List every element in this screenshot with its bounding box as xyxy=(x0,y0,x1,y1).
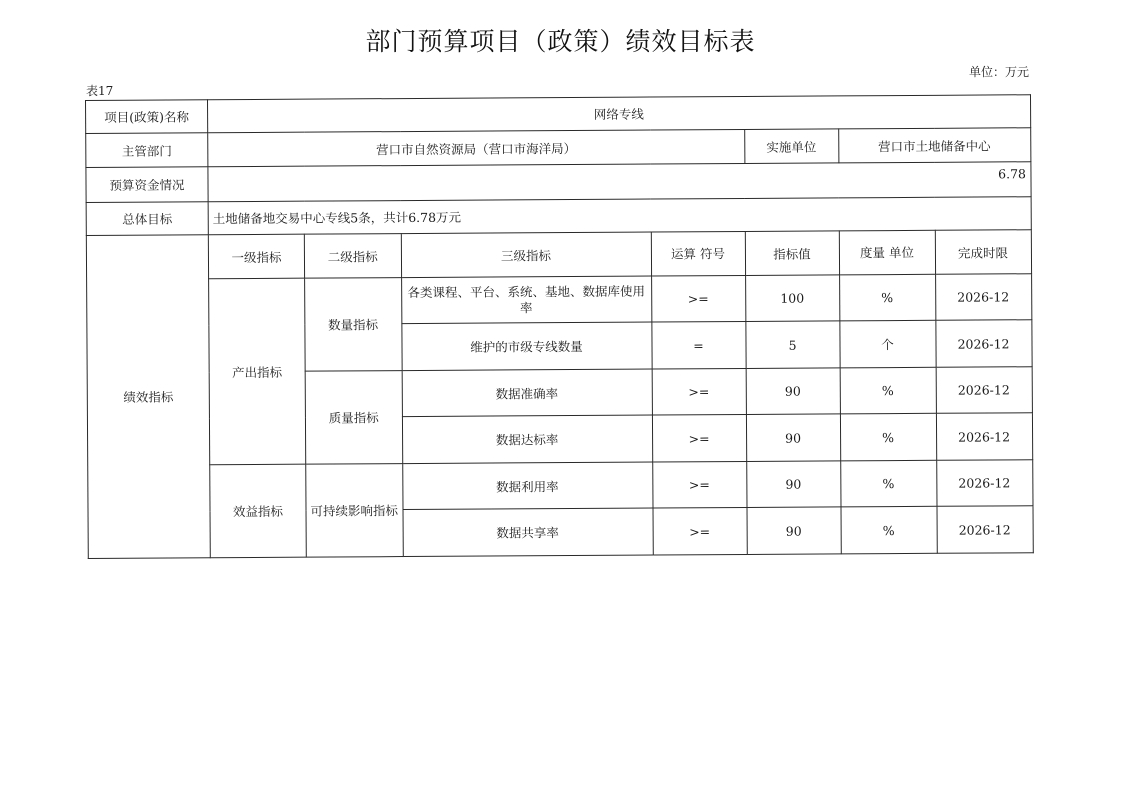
deadline-cell: 2026-12 xyxy=(937,506,1033,554)
perf-section-label: 绩效指标 xyxy=(86,235,210,559)
dept-label: 主管部门 xyxy=(86,133,208,168)
level2-quality: 质量指标 xyxy=(305,371,402,465)
table-row xyxy=(88,460,1033,512)
operator-cell: >= xyxy=(651,275,745,322)
header-unit: 度量 单位 xyxy=(839,230,935,275)
header-level1: 一级指标 xyxy=(208,234,304,279)
unit-cell: 个 xyxy=(839,320,935,368)
level1-benefit: 效益指标 xyxy=(210,464,307,558)
impl-label: 实施单位 xyxy=(744,129,838,164)
dept-value: 营口市自然资源局（营口市海洋局） xyxy=(208,129,745,166)
header-level3: 三级指标 xyxy=(401,232,651,278)
impl-value: 营口市土地储备中心 xyxy=(838,128,1030,163)
target-value-cell: 5 xyxy=(745,321,839,369)
target-value-cell: 90 xyxy=(747,507,841,555)
deadline-cell: 2026-12 xyxy=(935,274,1031,321)
operator-cell: >= xyxy=(652,461,746,508)
target-value-cell: 90 xyxy=(746,368,840,415)
performance-target-table xyxy=(85,94,1033,559)
table-number: 表17 xyxy=(86,84,114,98)
header-deadline: 完成时限 xyxy=(935,230,1031,275)
deadline-cell: 2026-12 xyxy=(936,460,1032,507)
project-name-value: 网络专线 xyxy=(208,95,1031,133)
budget-row xyxy=(86,162,1031,203)
unit-cell: % xyxy=(840,367,936,414)
unit-cell: % xyxy=(839,274,935,321)
target-value-cell: 100 xyxy=(745,275,839,322)
target-value-cell: 90 xyxy=(746,414,840,462)
header-operator: 运算 符号 xyxy=(651,231,745,276)
table-row xyxy=(87,274,1032,326)
unit-cell: % xyxy=(840,460,936,507)
deadline-cell: 2026-12 xyxy=(936,413,1032,461)
level3-item: 各类课程、平台、系统、基地、数据库使用率 xyxy=(401,276,651,324)
level3-item: 数据共享率 xyxy=(403,508,653,557)
department-row xyxy=(86,128,1031,168)
goal-value: 土地储备地交易中心专线5条，共计6.78万元 xyxy=(208,197,1031,235)
budget-value: 6.78 xyxy=(208,162,1031,202)
operator-cell: = xyxy=(651,321,745,369)
operator-cell: >= xyxy=(652,414,746,462)
page-title: 部门预算项目（政策）绩效目标表 xyxy=(365,27,756,56)
operator-cell: >= xyxy=(653,507,747,555)
unit-cell: % xyxy=(841,506,937,554)
level3-item: 数据达标率 xyxy=(402,415,652,464)
level3-item: 维护的市级专线数量 xyxy=(401,322,651,371)
goal-label: 总体目标 xyxy=(86,202,208,236)
target-value-cell: 90 xyxy=(746,461,840,508)
level2-sustainable: 可持续影响指标 xyxy=(306,464,403,558)
header-level2: 二级指标 xyxy=(304,234,401,279)
unit-label: 单位：万元 xyxy=(968,65,1029,79)
level1-output: 产出指标 xyxy=(209,278,306,465)
operator-cell: >= xyxy=(652,368,746,415)
perf-header-row xyxy=(86,230,1031,280)
project-name-label: 项目(政策)名称 xyxy=(86,100,208,134)
deadline-cell: 2026-12 xyxy=(936,367,1032,414)
deadline-cell: 2026-12 xyxy=(935,320,1031,368)
level3-item: 数据利用率 xyxy=(402,462,652,510)
unit-cell: % xyxy=(840,413,936,461)
level3-item: 数据准确率 xyxy=(402,369,652,417)
budget-label: 预算资金情况 xyxy=(86,167,208,203)
header-target-value: 指标值 xyxy=(745,231,839,276)
level2-quantity: 数量指标 xyxy=(305,278,402,372)
